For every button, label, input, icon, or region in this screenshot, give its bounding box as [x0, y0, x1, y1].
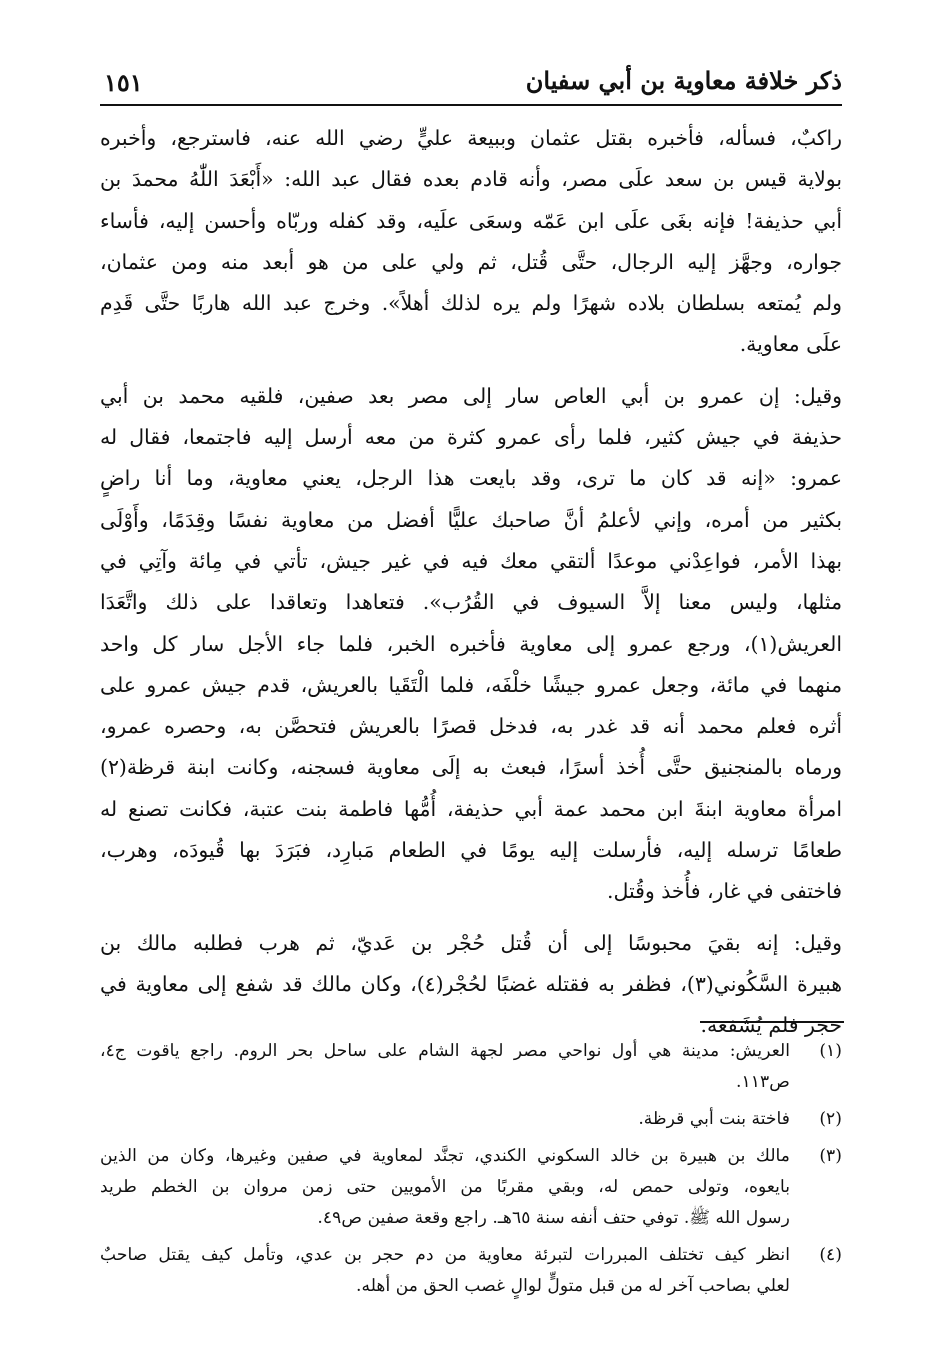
footnote-line: لعلي بصاحب آخر له من قبل متولٍّ لوالٍ غصب الحق من أهله. [356, 1276, 790, 1296]
text-line: هبيرة السَّكُوني(٣)، فظفر به فقتله غضبًا لحُجْر(٤)، وكان مالك قد شفع إلى معاوية في [100, 971, 842, 996]
text-line: وقيل: إنه بقيَ محبوسًا إلى أن قُتل حُجْر بن عَديّ، ثم هرب فطلبه مالك بن [100, 930, 842, 955]
main-text [100, 118, 842, 1047]
text-line: جواره، وجهَّز إليه الرجال، حتَّى قُتل، ثم ولي على من هو أبعد منه ومن عثمان، [100, 249, 842, 274]
text-line: امرأة معاوية ابنةَ ابن محمد عمة أبي حذيفة، أُمُّها فاطمة بنت عتبة، فكانت تصنع له [100, 796, 842, 821]
text-line: بولاية قيس بن سعد علَى مصر، وأنه قادم بعده فقال عبد الله: «أَبْعَدَ اللّٰهُ محمدَ بن [100, 167, 842, 192]
page-header [100, 60, 842, 106]
footnote-number: (١) [819, 1041, 842, 1061]
text-line: أثره فعلم محمد أنه قد غدر به، فدخل قصرًا بالعريش فتحصَّن به، وحصره عمرو، [100, 714, 842, 739]
footnote-line: رسول الله ﷺ. توفي حتف أنفه سنة ٦٥هـ. راجع وقعة صفين ص٤٩. [317, 1208, 790, 1228]
text-line: حذيفة في جيش كثير، فلما رأى عمرو كثرة من معه أرسل إليه فاجتمعا، فقال له [100, 425, 842, 450]
text-line: وقيل: إن عمرو بن أبي العاص سار إلى مصر بعد صفين، فلقيه محمد بن أبي [100, 383, 842, 408]
footnote [100, 1104, 842, 1135]
paragraph [100, 923, 842, 1047]
text-line: منهما في مائة، وجعل عمرو جيشًا خلْفَه، فلما الْتَقَيا بالعريش، قدم جيش عمرو على [100, 672, 842, 697]
page-number: ١٥١ [104, 68, 143, 97]
paragraph [100, 118, 842, 366]
text-line: ورماه بالمنجنيق حتَّى أُخذ أسرًا، فبعث به إلَى معاوية فسجنه، وكانت ابنة قرظة(٢) [100, 755, 842, 780]
footnote [100, 1240, 842, 1302]
footnote-line: انظر كيف تختلف المبررات لتبرئة معاوية من دم حجر بن عدي، وتأمل كيف يقتل صاحبٌ [100, 1245, 790, 1265]
footnote-line: العريش: مدينة هي أول نواحي مصر لجهة الشام على ساحل بحر الروم. راجع ياقوت ج٤، [100, 1041, 790, 1061]
running-title: ذكر خلافة معاوية بن أبي سفيان [525, 66, 842, 95]
text-line: ولم يُمتعه بسلطان بلاده شهرًا ولم يره لذلك أهلاً». وخرج عبد الله هاربًا حتَّى قَدِم [100, 291, 842, 316]
footnote-number: (٣) [819, 1146, 842, 1166]
footnote-number: (٢) [819, 1109, 842, 1129]
footnote-number: (٤) [819, 1245, 842, 1265]
footnote-line: بايعوه، وتولى حمص له، وبقي مقربًا من الأمويين حتى زمن مروان بن الخطم طريد [100, 1177, 790, 1197]
footnote-line: ص١١٣. [736, 1072, 790, 1092]
text-line: أبي حذيفة! فإنه بغَى علَى ابن عَمّه وسعَى علَيه، وقد كفله وربّاه وأحسن إليه، فأساء [100, 208, 842, 233]
text-line: فاختفى في غار، فأُخذ وقُتل. [607, 879, 842, 904]
text-line: العريش(١)، ورجع عمرو إلى معاوية فأخبره الخبر، فلما جاء الأجل سار كل واحد [100, 631, 842, 656]
footnote-divider [700, 1021, 844, 1023]
text-line: بكثير من أمره، وإني لأعلمُ أنَّ صاحبك عليًّا أفضل من معاوية نفسًا وقِدَمًا، وأَوْلَى [100, 507, 842, 532]
paragraph [100, 376, 842, 913]
footnotes [100, 1036, 842, 1308]
footnote [100, 1036, 842, 1098]
text-line: راكبٌ، فسأله، فأخبره بقتل عثمان وببيعة عليٍّ رضي الله عنه، فاسترجع، وأخبره [100, 126, 842, 150]
text-line: مثلها، وليس معنا إلاَّ السيوف في القُرُب». فتعاهدا وتعاقدا على ذلك واتَّعَدَا [100, 590, 842, 615]
footnote [100, 1141, 842, 1234]
footnote-line: مالك بن هبيرة بن خالد السكوني الكندي، تجنَّد لمعاوية في صفين وغيرها، وكان من الذين [100, 1146, 790, 1166]
text-line: عمرو: «إنه قد كان ما ترى، وقد بايعت هذا الرجل، يعني معاوية، وما أنا راضٍ [100, 466, 842, 491]
text-line: طعامًا ترسله إليه، فأرسلت إليه يومًا في الطعام مَبارِد، فبَرَدَ بها قُيودَه، وهرب، [100, 838, 842, 863]
text-line: حجر فلم يُشَفعه. [700, 1013, 842, 1038]
text-line: بهذا الأمر، فواعِدْني موعدًا ألتقي معك فيه في غير جيش، تأتي في مِائة وآتِي في [100, 548, 842, 573]
text-line: علَى معاوية. [739, 332, 842, 357]
footnote-line: فاختة بنت أبي قرظة. [638, 1109, 790, 1129]
